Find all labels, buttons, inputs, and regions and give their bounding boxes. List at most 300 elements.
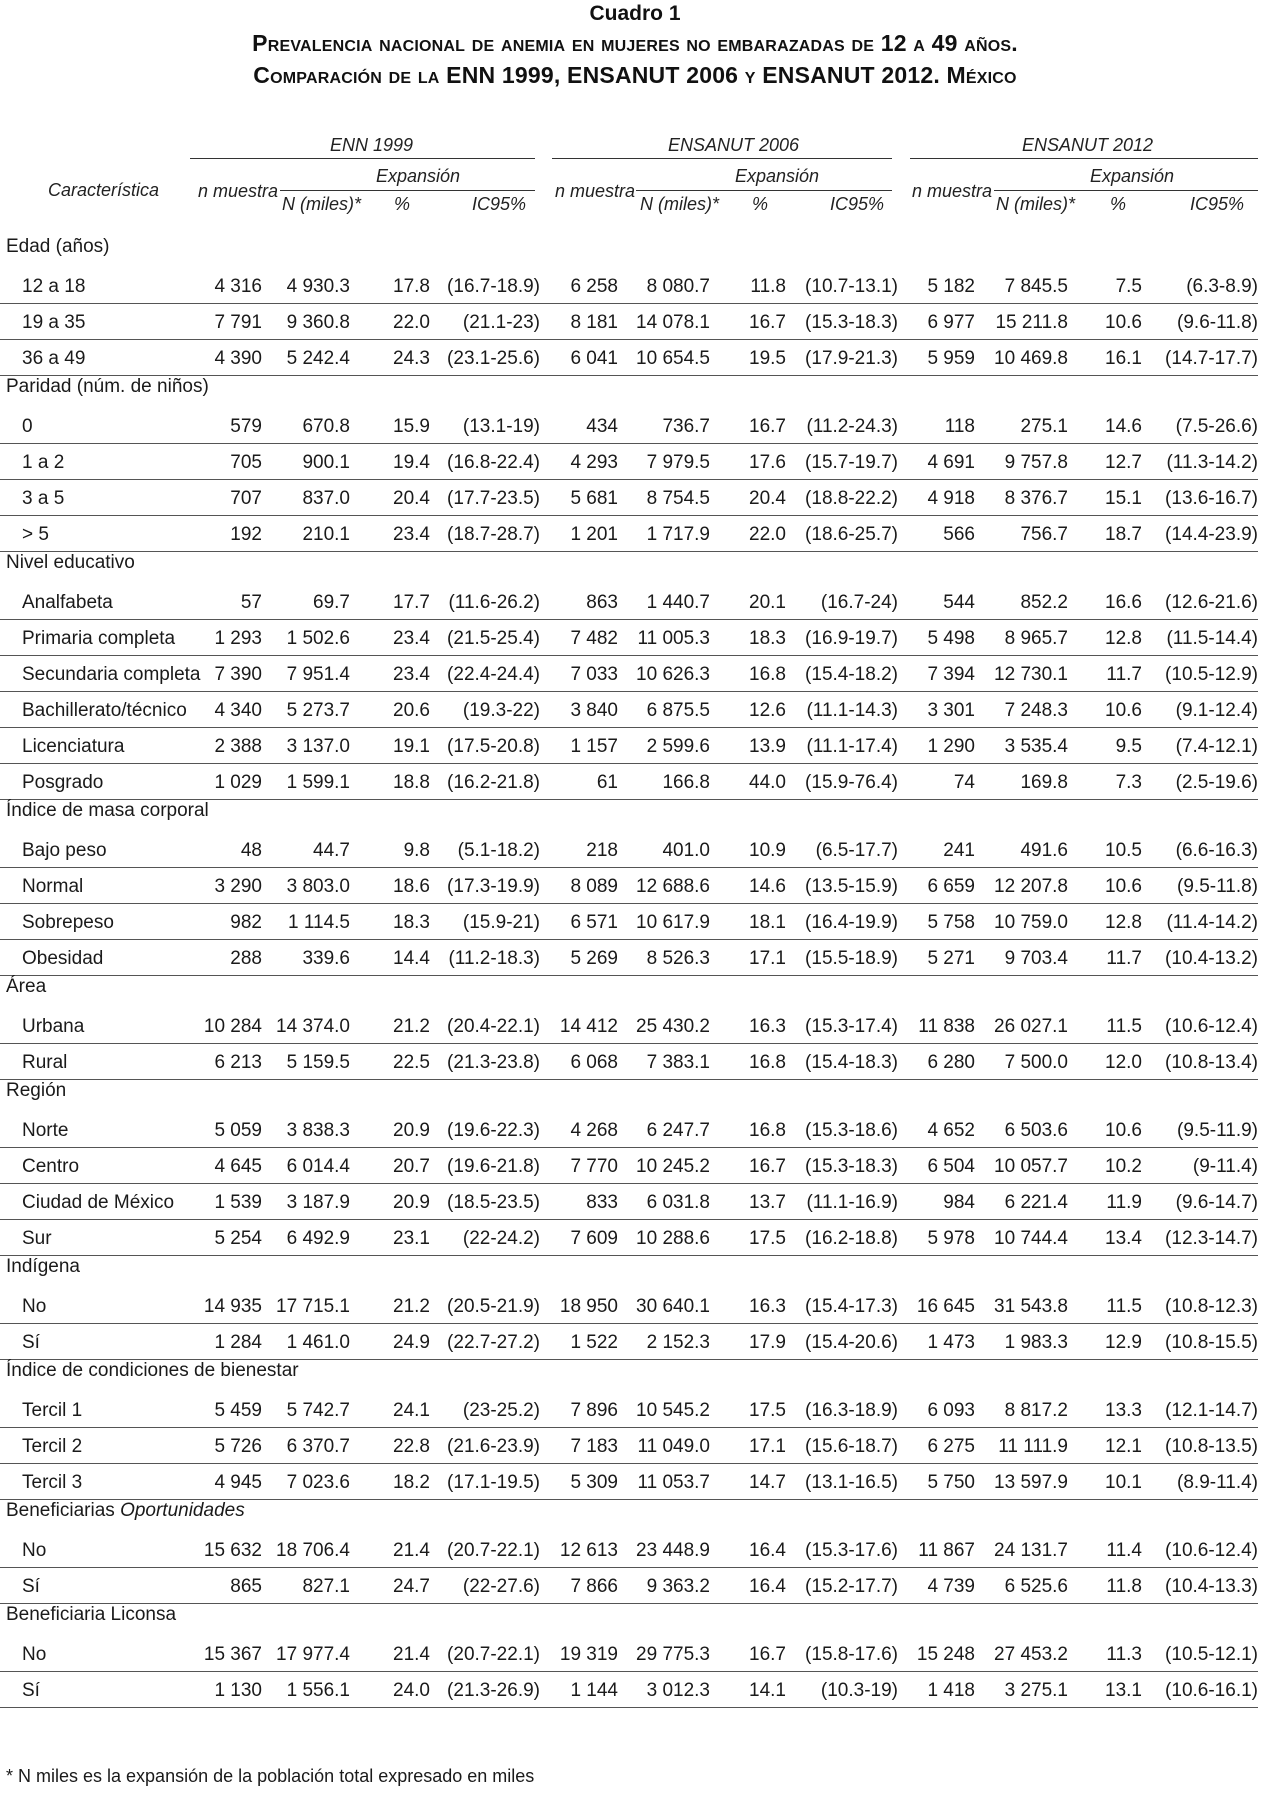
table-cell: 11.5 [1106,1296,1142,1317]
table-cell: 7.5 [1115,276,1142,297]
table-cell: 1 029 [214,772,262,793]
table-cell: 22.8 [393,1436,430,1457]
table-cell: 6 503.6 [1004,1120,1068,1141]
table-cell: (18.5-23.5) [447,1192,540,1213]
table-cell: 17.8 [393,276,430,297]
table-cell: 16.3 [749,1296,786,1317]
table-cell: 18.6 [393,876,430,897]
table-cell: 1 717.9 [646,524,710,545]
table-cell: 4 268 [570,1120,618,1141]
table-cell: 6 275 [927,1436,975,1457]
table-cell: 18.2 [393,1472,430,1493]
table-cell: 10 245.2 [636,1156,710,1177]
table-cell: 9 363.2 [646,1576,710,1597]
table-row [0,1220,1258,1256]
table-cell: 5 742.7 [286,1400,350,1421]
table-cell: 10.5 [1105,840,1142,861]
table-cell: 1 201 [570,524,618,545]
row-divider [0,1707,1258,1708]
table-cell: (16.4-19.9) [805,912,898,933]
table-cell: (14.7-17.7) [1165,348,1258,369]
table-cell: (15.8-17.6) [805,1644,898,1665]
table-cell: (7.4-12.1) [1175,736,1258,757]
section-title [6,376,209,398]
table-cell: 11.8 [1106,1576,1142,1597]
row-label: Urbana [22,1016,85,1037]
table-cell: 16.6 [1105,592,1142,613]
table-cell: 22.0 [393,312,430,333]
table-cell: 11 838 [918,1016,975,1037]
table-cell: (16.8-22.4) [447,452,540,473]
table-cell: 4 316 [214,276,262,297]
table-cell: 23.4 [393,524,430,545]
table-cell: (11.1-16.9) [806,1192,898,1213]
table-cell: 7 183 [570,1436,618,1457]
table-cell: (12.6-21.6) [1165,592,1258,613]
table-cell: (18.8-22.2) [805,488,898,509]
table-cell: 24.7 [393,1576,430,1597]
table-cell: 11.7 [1106,948,1142,969]
table-cell: 12.9 [1105,1332,1142,1353]
table-cell: 1 461.0 [286,1332,350,1353]
table-row [0,764,1258,800]
table-cell: 10.1 [1105,1472,1142,1493]
table-cell: 3 275.1 [1004,1680,1068,1701]
table-cell: 14 935 [203,1296,262,1317]
table-cell: 6 571 [570,912,618,933]
table-cell: 2 152.3 [646,1332,710,1353]
header-rule [280,190,535,191]
table-cell: 17.1 [749,948,786,969]
table-cell: 6 213 [214,1052,262,1073]
table-cell: (19.3-22) [462,700,540,721]
table-cell: 48 [240,840,262,861]
table-cell: 5 978 [927,1228,975,1249]
table-cell: 3 803.0 [286,876,350,897]
table-cell: 8 181 [570,312,618,333]
table-cell: 566 [943,524,975,545]
section-title-text: Área [6,976,47,997]
table-cell: (10.4-13.3) [1165,1576,1258,1597]
table-cell: 10.6 [1105,700,1142,721]
row-label: 3 a 5 [22,488,65,509]
table-cell: (7.5-26.6) [1175,416,1258,437]
row-label: Licenciatura [22,736,125,757]
section-title-text: Región [6,1080,67,1101]
table-cell: 1 539 [214,1192,262,1213]
table-cell: 15 248 [916,1644,975,1665]
row-label: Ciudad de México [22,1192,175,1213]
table-cell: (21.1-23) [462,312,540,333]
table-cell: (15.9-76.4) [805,772,898,793]
table-cell: 1 157 [570,736,618,757]
table-cell: (8.9-11.4) [1177,1472,1258,1493]
table-cell: 18.1 [749,912,786,933]
row-divider [0,551,1258,552]
section-title [6,1604,176,1626]
table-cell: 8 376.7 [1004,488,1068,509]
table-cell: 13.9 [749,736,786,757]
table-cell: 1 556.1 [286,1680,350,1701]
table-cell: 1 522 [570,1332,618,1353]
header-rule [636,190,892,191]
table-cell: 5 182 [927,276,975,297]
table-cell: 11 111.9 [998,1436,1068,1457]
table-cell: 4 645 [214,1156,262,1177]
table-cell: 15 632 [203,1540,262,1561]
table-cell: 23.1 [393,1228,430,1249]
table-row [0,304,1258,340]
header-n-muestra: n muestra [198,181,279,201]
header-n-muestra: n muestra [555,181,636,201]
table-cell: 10 284 [203,1016,262,1037]
table-cell: 16.4 [749,1540,786,1561]
row-label: No [22,1540,47,1561]
table-cell: 1 473 [927,1332,975,1353]
table-cell: 275.1 [1020,416,1068,437]
table-cell: (10.8-13.4) [1165,1052,1258,1073]
table-cell: 18.7 [1105,524,1142,545]
table-cell: 7 845.5 [1004,276,1068,297]
table-cell: 1 293 [214,628,262,649]
row-label: Primaria completa [22,628,176,649]
table-cell: 7 791 [214,312,262,333]
section-title-text: Edad (años) [6,236,110,257]
table-cell: 5 242.4 [286,348,350,369]
table-cell: 15 211.8 [995,312,1068,333]
table-cell: 11.3 [1106,1644,1142,1665]
table-cell: 339.6 [302,948,350,969]
table-cell: 13.7 [749,1192,786,1213]
table-cell: 1 284 [214,1332,262,1353]
table-cell: 118 [944,416,975,437]
table-cell: 6 875.5 [646,700,710,721]
table-cell: 1 418 [927,1680,975,1701]
table-row [0,1464,1258,1500]
table-cell: (20.4-22.1) [447,1016,540,1037]
table-cell: 4 930.3 [286,276,350,297]
table-cell: 16.7 [749,416,786,437]
table-cell: 852.2 [1020,592,1068,613]
table-cell: (20.5-21.9) [447,1296,540,1317]
row-label: Bachillerato/técnico [22,700,187,721]
table-cell: 11.9 [1106,1192,1142,1213]
table-cell: 1 114.5 [288,912,350,933]
table-cell: 6 258 [570,276,618,297]
table-cell: 7 896 [570,1400,618,1421]
section-title [6,236,110,258]
table-cell: 16 645 [916,1296,975,1317]
table-cell: 6 370.7 [286,1436,350,1457]
table-cell: 7 609 [570,1228,618,1249]
table-cell: (23-25.2) [462,1400,540,1421]
table-cell: 9.8 [403,840,430,861]
table-row [0,340,1258,376]
table-cell: 5 159.5 [286,1052,350,1073]
table-cell: 9 757.8 [1004,452,1068,473]
table-cell: (15.4-17.3) [805,1296,898,1317]
table-cell: 837.0 [302,488,350,509]
table-cell: 3 187.9 [286,1192,350,1213]
table-cell: 3 290 [214,876,262,897]
table-cell: (9.1-12.4) [1175,700,1258,721]
table-cell: 14 078.1 [636,312,710,333]
table-cell: 827.1 [302,1576,350,1597]
table-row [0,408,1258,444]
table-cell: 5 059 [214,1120,262,1141]
table-cell: 16.7 [749,1156,786,1177]
table-cell: (16.3-18.9) [805,1400,898,1421]
table-cell: 16.3 [749,1016,786,1037]
table-cell: 7 770 [570,1156,618,1177]
table-cell: (10.5-12.9) [1165,664,1258,685]
row-label: Sí [22,1680,40,1701]
table-cell: 288 [230,948,262,969]
table-cell: 5 254 [214,1228,262,1249]
table-cell: 17.5 [749,1400,786,1421]
table-cell: 401.0 [662,840,710,861]
row-label: Sobrepeso [22,912,114,933]
table-cell: 11.5 [1106,1016,1142,1037]
table-cell: (11.1-14.3) [806,700,898,721]
section-title [6,1500,245,1522]
table-cell: 5 498 [927,628,975,649]
table-cell: 26 027.1 [994,1016,1068,1037]
table-cell: 11 049.0 [637,1436,710,1457]
table-cell: 20.7 [393,1156,430,1177]
table-cell: 17 715.1 [276,1296,350,1317]
table-cell: (13.5-15.9) [805,876,898,897]
table-cell: 6 525.6 [1004,1576,1068,1597]
table-cell: (11.3-14.2) [1166,452,1258,473]
table-cell: 17.1 [749,1436,786,1457]
table-cell: 8 089 [570,876,618,897]
table-row [0,1184,1258,1220]
table-cell: 24.0 [393,1680,430,1701]
row-label: Sur [22,1228,52,1249]
table-row [0,1532,1258,1568]
table-cell: 10 288.6 [636,1228,710,1249]
table-cell: (23.1-25.6) [447,348,540,369]
header-caracteristica: Característica [48,180,160,200]
table-cell: (10.6-12.4) [1165,1540,1258,1561]
table-cell: (15.3-18.3) [805,1156,898,1177]
table-cell: (17.1-19.5) [447,1472,540,1493]
table-cell: 8 817.2 [1004,1400,1068,1421]
table-cell: 8 965.7 [1004,628,1068,649]
table-cell: 6 280 [927,1052,975,1073]
table-cell: 10 545.2 [636,1400,710,1421]
table-cell: 3 301 [927,700,975,721]
table-cell: (11.6-26.2) [448,592,540,613]
table-cell: (22.7-27.2) [447,1332,540,1353]
table-cell: 15.9 [393,416,430,437]
section-title-text: Paridad (núm. de niños) [6,376,209,397]
table-cell: 17.5 [749,1228,786,1249]
row-divider [0,975,1258,976]
header-n-miles: N (miles)* [282,194,361,214]
table-cell: 21.4 [393,1540,430,1561]
table-cell: (17.7-23.5) [447,488,540,509]
table-cell: (17.9-21.3) [805,348,898,369]
row-label: 0 [22,416,33,437]
section-title-text: Índice de condiciones de bienestar [6,1360,299,1381]
table-cell: 12.7 [1105,452,1142,473]
table-cell: (22-24.2) [462,1228,540,1249]
table-cell: 5 758 [927,912,975,933]
table-row [0,516,1258,552]
table-cell: 166.8 [662,772,710,793]
section-title [6,800,209,822]
table-cell: 13.1 [1105,1680,1142,1701]
table-cell: (15.9-21) [462,912,540,933]
table-cell: (11.1-17.4) [806,736,898,757]
table-cell: 13.4 [1105,1228,1142,1249]
table-cell: 6 247.7 [646,1120,710,1141]
table-cell: 24.9 [393,1332,430,1353]
table-cell: 434 [586,416,618,437]
table-cell: 3 535.4 [1004,736,1068,757]
section-title-text: Beneficiaria Liconsa [6,1604,177,1625]
table-cell: 12.8 [1105,912,1142,933]
table-cell: (20.7-22.1) [447,1644,540,1665]
table-cell: 6 659 [927,876,975,897]
table-cell: 16.7 [749,1644,786,1665]
table-cell: (6.3-8.9) [1186,276,1258,297]
table-cell: 12.6 [749,700,786,721]
row-label: 36 a 49 [22,348,86,369]
table-cell: (6.5-17.7) [815,840,898,861]
table-cell: (15.3-17.6) [805,1540,898,1561]
row-label: Posgrado [22,772,104,793]
table-cell: (20.7-22.1) [447,1540,540,1561]
table-cell: 23.4 [393,628,430,649]
row-label: 19 a 35 [22,312,86,333]
table-cell: 8 754.5 [646,488,710,509]
table-cell: 14.1 [749,1680,786,1701]
table-cell: (10.5-12.1) [1165,1644,1258,1665]
table-cell: 15.1 [1105,488,1142,509]
table-cell: (16.2-21.8) [447,772,540,793]
table-cell: 4 340 [214,700,262,721]
table-cell: (5.1-18.2) [457,840,540,861]
table-cell: 15 367 [203,1644,262,1665]
table-cell: 6 041 [570,348,618,369]
row-label: Norte [22,1120,69,1141]
section-title [6,1256,80,1278]
table-cell: 10 759.0 [994,912,1068,933]
section-title [6,1080,66,1102]
header-pct: % [1110,194,1127,214]
table-cell: 9 360.8 [286,312,350,333]
table-cell: 192 [230,524,262,545]
table-cell: 169.8 [1020,772,1068,793]
table-cell: 4 739 [927,1576,975,1597]
table-cell: (21.3-26.9) [447,1680,540,1701]
table-cell: 11 005.3 [637,628,710,649]
header-ic95: IC95% [1190,194,1245,214]
table-row [0,1324,1258,1360]
table-cell: 5 309 [570,1472,618,1493]
header-n-miles: N (miles)* [996,194,1075,214]
table-cell: 19.4 [393,452,430,473]
table-cell: 16.8 [749,1120,786,1141]
table-cell: 23.4 [393,664,430,685]
table-cell: 19.5 [749,348,786,369]
header-expansion: Expansión [1090,166,1175,186]
table-cell: 9.5 [1115,736,1142,757]
table-cell: 44.7 [313,840,350,861]
row-divider [0,1079,1258,1080]
table-title-line-2: Comparación de la ENN 1999, ENSANUT 2006 y ENSANUT 2012. México [253,62,1017,88]
table-cell: 14.7 [749,1472,786,1493]
table-cell: 11.8 [750,276,786,297]
table-cell: 7 023.6 [286,1472,350,1493]
row-label: > 5 [22,524,49,545]
section-title-text: Índice de masa corporal [6,800,209,821]
table-cell: 544 [943,592,975,613]
table-cell: (12.1-14.7) [1165,1400,1258,1421]
table-cell: (16.2-18.8) [805,1228,898,1249]
table-cell: (15.7-19.7) [805,452,898,473]
table-cell: 14 412 [559,1016,618,1037]
table-cell: (15.4-20.6) [805,1332,898,1353]
table-cell: 14 374.0 [276,1016,350,1037]
table-cell: 6 977 [927,312,975,333]
table-cell: 3 012.3 [646,1680,710,1701]
table-row [0,692,1258,728]
table-cell: 210.1 [302,524,350,545]
table-cell: 14.6 [749,876,786,897]
table-cell: 7 248.3 [1004,700,1068,721]
table-title-line-1: Prevalencia nacional de anemia en mujeres no embarazadas de 12 a 49 años. [252,30,1018,56]
table-cell: 900.1 [302,452,350,473]
table-cell: 10 057.7 [994,1156,1068,1177]
table-row [0,268,1258,304]
table-cell: 8 080.7 [646,276,710,297]
table-cell: 865 [230,1576,262,1597]
table-cell: 5 269 [570,948,618,969]
table-cell: 31 543.8 [994,1296,1068,1317]
table-cell: (10.6-12.4) [1165,1016,1258,1037]
table-cell: 6 031.8 [646,1192,710,1213]
table-row [0,620,1258,656]
table-cell: 218 [586,840,618,861]
table-cell: (15.3-17.4) [805,1016,898,1037]
row-label: Centro [22,1156,80,1177]
table-cell: (13.1-19) [462,416,540,437]
section-title-text: Nivel educativo [6,552,135,573]
table-cell: 27 453.2 [994,1644,1068,1665]
table-cell: 12 688.6 [636,876,710,897]
table-row [0,868,1258,904]
section-title-text: Indígena [6,1256,80,1277]
table-cell: (10.8-12.3) [1165,1296,1258,1317]
table-cell: 69.7 [313,592,350,613]
row-divider [0,1603,1258,1604]
table-cell: 670.8 [302,416,350,437]
table-row [0,940,1258,976]
table-cell: 21.2 [393,1016,430,1037]
table-cell: 11 867 [918,1540,975,1561]
table-cell: (13.6-16.7) [1165,488,1258,509]
table-cell: (2.5-19.6) [1175,772,1258,793]
table-cell: 12 613 [559,1540,618,1561]
table-cell: (22.4-24.4) [447,664,540,685]
table-cell: (17.5-20.8) [447,736,540,757]
header-expansion: Expansión [735,166,820,186]
table-cell: 20.6 [393,700,430,721]
